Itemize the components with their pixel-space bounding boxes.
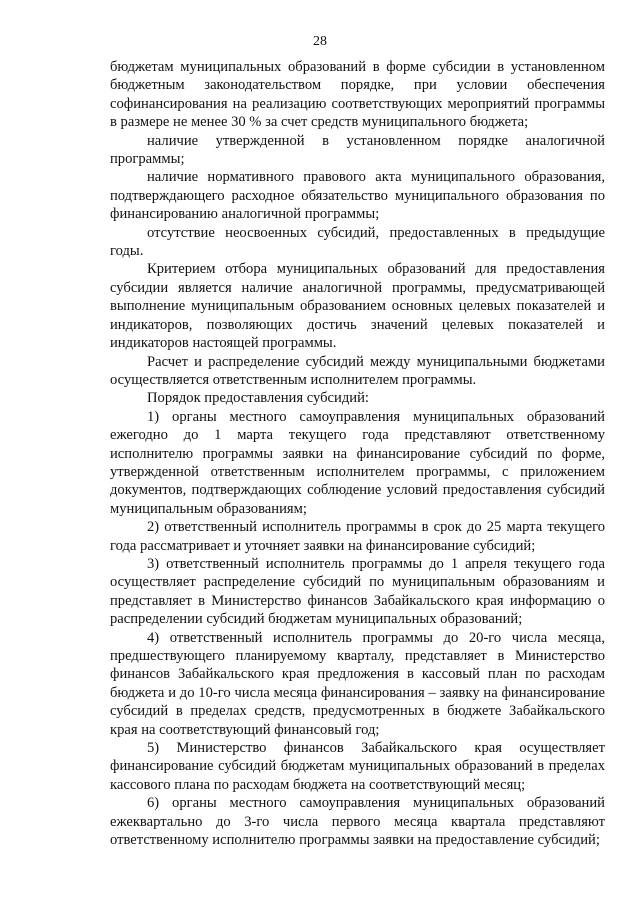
list-item-4: 4) ответственный исполнитель программы до 20-го числа месяца, предшествующего планируемому кварталу, представляет в Министерство финансов Забайкальского края предложения в кассовый план по расходам бюджета и до 10-го числа месяца финансирования – заявку на финансирование субсидий в пределах средств, предусмотренных в бюджете Забайкальского края на соответствующий финансовый год;: [110, 629, 605, 738]
paragraph-no-unused-subsidies: отсутствие неосвоенных субсидий, предоставленных в предыдущие годы.: [110, 224, 605, 260]
document-body: [110, 58, 605, 849]
paragraph-subsidy-conditions: бюджетам муниципальных образований в форме субсидии в установленном бюджетным законодательством порядке, при условии обеспечения софинансирования на реализацию соответствующих мероприятий программы в размере не менее 30 % за счет средств муниципального бюджета;: [110, 59, 605, 131]
paragraph-calculation: Расчет и распределение субсидий между муниципальными бюджетами осуществляется ответственным исполнителем программы.: [110, 353, 605, 388]
page-number: 28: [313, 34, 327, 49]
paragraph-approved-program: наличие утвержденной в установленном порядке аналогичной программы;: [110, 132, 605, 168]
list-item-5: 5) Министерство финансов Забайкальского края осуществляет финансирование субсидий бюджетам муниципальных образований в пределах кассового плана по расходам бюджета на соответствующий месяц;: [110, 740, 605, 793]
paragraph-procedure-heading: Порядок предоставления субсидий:: [147, 390, 369, 407]
list-item-1: 1) органы местного самоуправления муниципальных образований ежегодно до 1 марта текущего года представляют ответственному исполнителю программы заявки на финансирование субсидий по форме, утвержденной ответственным исполнителем программы, с приложением документов, подтверждающих соблюдение условий предоставления субсидий муниципальным образованиям;: [110, 408, 605, 517]
list-item-3: 3) ответственный исполнитель программы до 1 апреля текущего года осуществляет распределение субсидий по муниципальным образованиям и представляет в Министерство финансов Забайкальского края информацию о распределении субсидий бюджетам муниципальных образований;: [110, 555, 605, 628]
list-item-2: 2) ответственный исполнитель программы в срок до 25 марта текущего года рассматривает и уточняет заявки на финансирование субсидий;: [110, 519, 605, 554]
paragraph-selection-criterion: Критерием отбора муниципальных образований для предоставления субсидии является наличие аналогичной программы, предусматривающей выполнение муниципальным образованием основных целевых показателей и индикаторов, позволяющих достичь значений целевых показателей и индикаторов настоящей программы.: [110, 261, 605, 352]
list-item-6: 6) органы местного самоуправления муниципальных образований ежеквартально до 3-го числа первого месяца квартала представляют ответственному исполнителю программы заявки на предоставление субсидий;: [110, 795, 605, 849]
paragraph-legal-act: наличие нормативного правового акта муниципального образования, подтверждающего расходное обязательство муниципального образования по финансированию аналогичной программы;: [110, 169, 605, 223]
